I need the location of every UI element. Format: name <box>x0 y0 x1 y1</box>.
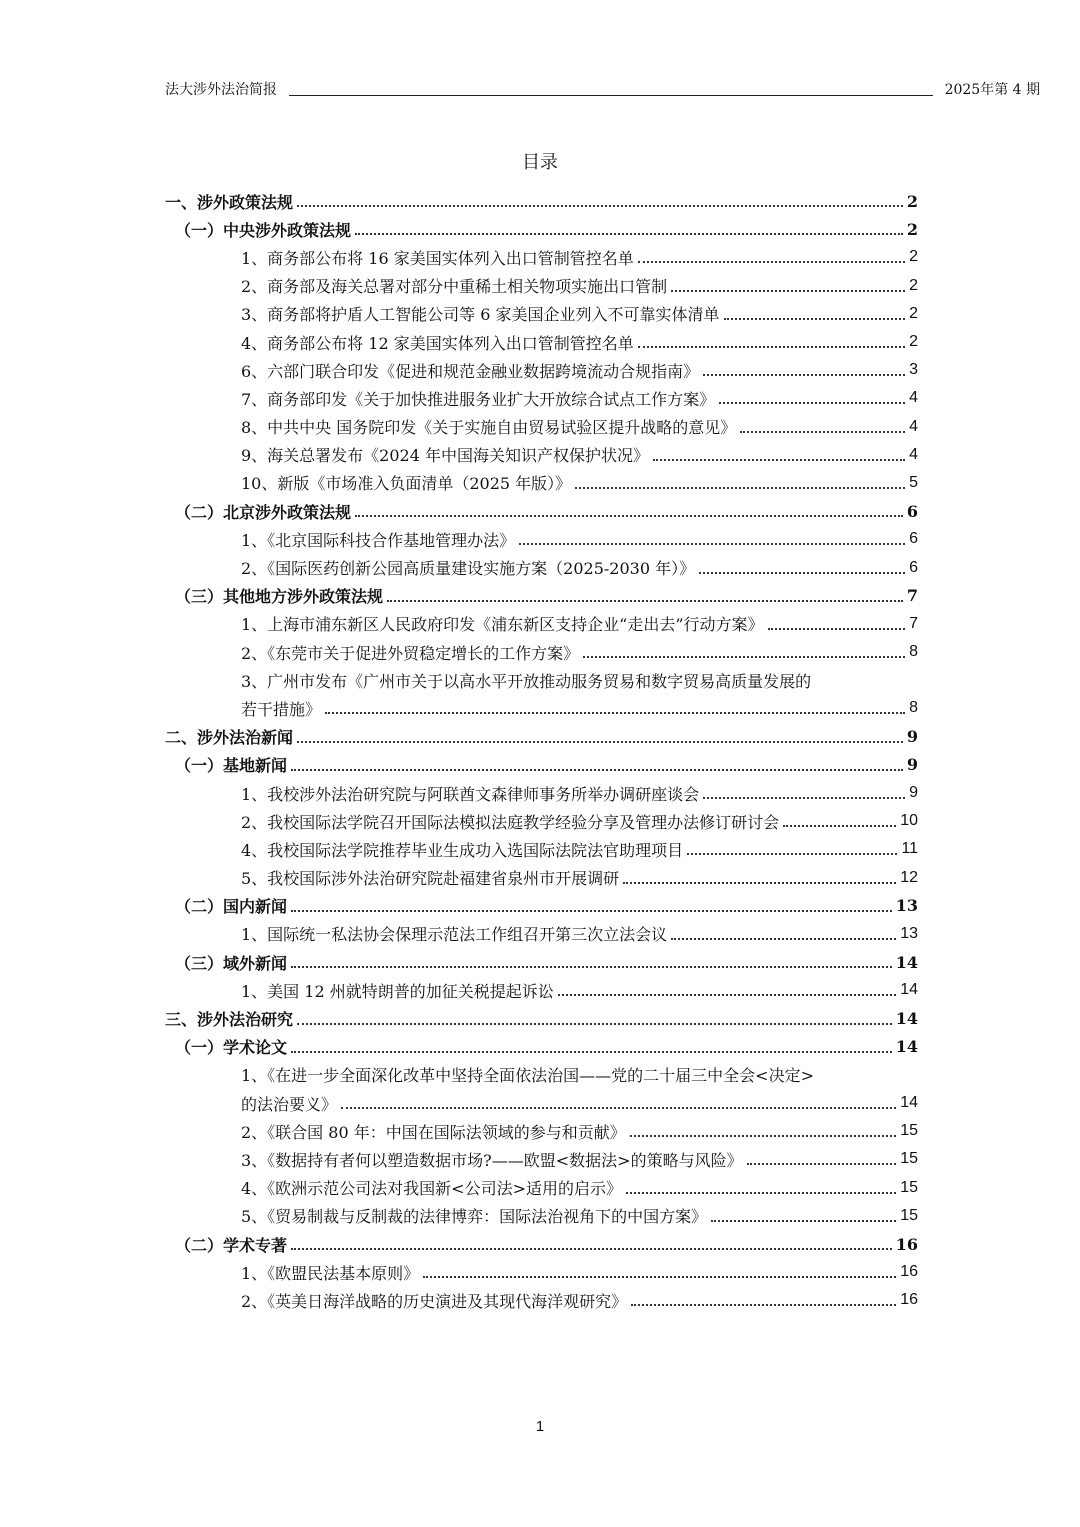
dot-leader <box>291 966 892 968</box>
toc-entry-text: （三）其他地方涉外政策法规 <box>175 587 384 607</box>
dot-leader <box>630 1135 896 1137</box>
toc-entry-page: 14 <box>895 952 918 972</box>
dot-leader <box>687 853 897 855</box>
toc-subsection[interactable] <box>165 948 918 976</box>
dot-leader <box>740 431 905 433</box>
toc-entry-text: （三）域外新闻 <box>175 953 288 973</box>
toc-entry[interactable] <box>165 553 918 581</box>
toc-entry[interactable] <box>165 356 918 384</box>
page-number: 1 <box>535 1418 545 1435</box>
toc-entry-text: 2、商务部及海关总署对部分中重稀土相关物项实施出口管制 <box>241 277 668 297</box>
dot-leader <box>575 487 905 489</box>
toc-subsection[interactable] <box>165 751 918 779</box>
toc-entry-text: （二）北京涉外政策法规 <box>175 502 352 522</box>
toc-entry[interactable] <box>165 525 918 553</box>
dot-leader <box>291 910 892 912</box>
toc-entry-text: 4、商务部公布将 12 家美国实体列入出口管制管控名单 <box>241 333 634 353</box>
toc-entry[interactable] <box>165 1258 918 1286</box>
toc-subsection[interactable] <box>165 892 918 920</box>
toc-entry-page: 2 <box>909 276 918 294</box>
toc-entry-page: 5 <box>909 473 918 491</box>
toc-entry-page: 6 <box>906 501 918 521</box>
toc-entry-page: 14 <box>900 981 918 999</box>
toc-entry-text: 1、上海市浦东新区人民政府印发《浦东新区支持企业“走出去”行动方案》 <box>241 615 764 635</box>
toc-entry-text: 9、海关总署发布《2024 年中国海关知识产权保护状况》 <box>241 446 649 466</box>
toc-entry-text: 1、我校涉外法治研究院与阿联酋文森律师事务所举办调研座谈会 <box>241 784 700 804</box>
toc-entry-text: 3、商务部将护盾人工智能公司等 6 家美国企业列入不可靠实体清单 <box>241 305 720 325</box>
header-rule <box>289 95 933 96</box>
toc-entry[interactable] <box>165 638 918 666</box>
toc-entry-text: 二、涉外法治新闻 <box>165 728 294 748</box>
toc-entry[interactable] <box>165 441 918 469</box>
toc-entry-text: 3、《数据持有者何以塑造数据市场?——欧盟<数据法>的策略与风险》 <box>241 1150 743 1170</box>
toc-title: 目录 <box>522 152 558 173</box>
dot-leader <box>355 233 903 235</box>
toc-entry-page: 14 <box>900 1094 918 1112</box>
dot-leader <box>291 1051 892 1053</box>
toc-entry[interactable] <box>165 300 918 328</box>
toc-entry-page: 13 <box>900 924 918 942</box>
toc-subsection[interactable] <box>165 215 918 243</box>
toc-entry[interactable] <box>165 920 918 948</box>
toc-entry-text-continued: 的法治要义》 <box>241 1094 338 1114</box>
toc-entry-page: 9 <box>906 727 918 747</box>
toc-entry-text: 2、《国际医药创新公园高质量建设实施方案（2025-2030 年）》 <box>241 559 696 579</box>
toc-entry-text: 1、商务部公布将 16 家美国实体列入出口管制管控名单 <box>241 248 634 268</box>
toc-entry-text: （二）学术专著 <box>175 1235 288 1255</box>
toc-entry[interactable] <box>165 243 918 271</box>
dot-leader <box>703 374 905 376</box>
toc-entry[interactable] <box>165 1061 918 1089</box>
toc-entry-text: 1、国际统一私法协会保理示范法工作组召开第三次立法会议 <box>241 925 668 945</box>
toc-entry-page: 2 <box>906 191 918 211</box>
toc-entry-page: 15 <box>900 1178 918 1196</box>
dot-leader <box>355 515 903 517</box>
toc-entry-text: 一、涉外政策法规 <box>165 192 294 212</box>
dot-leader <box>387 600 903 602</box>
header-title: 法大涉外法治简报 <box>165 82 277 98</box>
toc-subsection[interactable] <box>165 497 918 525</box>
toc-entry-page: 14 <box>895 1009 918 1029</box>
toc-entry[interactable] <box>165 610 918 638</box>
toc-subsection[interactable] <box>165 582 918 610</box>
toc-entry[interactable] <box>165 666 918 694</box>
dot-leader <box>297 1023 892 1025</box>
dot-leader <box>626 1192 896 1194</box>
toc-entry-text-continued: 若干措施》 <box>241 699 322 719</box>
toc-entry-text: 1、《在进一步全面深化改革中坚持全面依法治国——党的二十届三中全会<决定> <box>241 1066 814 1086</box>
dot-leader <box>423 1276 896 1278</box>
dot-leader <box>325 712 905 714</box>
toc-entry-text: 5、我校国际涉外法治研究院赴福建省泉州市开展调研 <box>241 869 620 889</box>
toc-entry-text: （一）基地新闻 <box>175 756 288 776</box>
toc-entry-page: 16 <box>900 1291 918 1309</box>
toc-entry-page: 9 <box>909 784 918 802</box>
toc-entry[interactable] <box>165 864 918 892</box>
toc-entry-page: 16 <box>895 1234 918 1254</box>
dot-leader <box>768 628 906 630</box>
toc-entry-text: 1、《北京国际科技合作基地管理办法》 <box>241 530 516 550</box>
toc-entry[interactable] <box>165 328 918 356</box>
toc-entry-text: 4、《欧洲示范公司法对我国新<公司法>适用的启示》 <box>241 1179 622 1199</box>
toc-entry-page: 2 <box>909 304 918 322</box>
dot-leader <box>699 572 905 574</box>
toc-entry[interactable] <box>165 272 918 300</box>
toc-section[interactable] <box>165 187 918 215</box>
dot-leader <box>719 402 905 404</box>
dot-leader <box>558 994 896 996</box>
dot-leader <box>724 318 906 320</box>
toc-subsection[interactable] <box>165 1033 918 1061</box>
dot-leader <box>671 938 896 940</box>
dot-leader <box>519 543 905 545</box>
toc-entry-text: 2、《东莞市关于促进外贸稳定增长的工作方案》 <box>241 643 580 663</box>
dot-leader <box>783 825 896 827</box>
toc-entry-page: 3 <box>909 361 918 379</box>
dot-leader <box>671 290 905 292</box>
toc-entry-page: 15 <box>900 1206 918 1224</box>
header-issue: 2025年第 4 期 <box>944 82 1040 98</box>
toc-entry-text: 3、广州市发布《广州市关于以高水平开放推动服务贸易和数字贸易高质量发展的 <box>241 671 812 691</box>
toc-entry-text: 2、《英美日海洋战略的历史演进及其现代海洋观研究》 <box>241 1291 628 1311</box>
toc-entry-page: 10 <box>900 812 918 830</box>
toc-entry-page: 2 <box>909 248 918 266</box>
toc-entry-text: 4、我校国际法学院推荐毕业生成功入选国际法院法官助理项目 <box>241 840 684 860</box>
toc-entry-page: 8 <box>909 643 918 661</box>
toc-subsection[interactable] <box>165 1230 918 1258</box>
dot-leader <box>747 1163 897 1165</box>
toc-entry-page: 13 <box>895 896 918 916</box>
toc-entry-page: 8 <box>909 699 918 717</box>
dot-leader <box>297 741 903 743</box>
toc-entry-page: 6 <box>909 530 918 548</box>
toc-entry-text: 2、《联合国 80 年：中国在国际法领域的参与和贡献》 <box>241 1122 626 1142</box>
toc-entry-text: 三、涉外法治研究 <box>165 1010 294 1030</box>
toc-entry-page: 9 <box>906 755 918 775</box>
toc-section[interactable] <box>165 723 918 751</box>
dot-leader <box>631 1304 896 1306</box>
dot-leader <box>638 261 905 263</box>
dot-leader <box>291 1248 892 1250</box>
toc-entry-page: 7 <box>909 614 918 632</box>
toc-entry-page: 6 <box>909 558 918 576</box>
dot-leader <box>703 797 905 799</box>
dot-leader <box>711 1220 896 1222</box>
toc-entry-text: 5、《贸易制裁与反制裁的法律博弈：国际法治视角下的中国方案》 <box>241 1207 708 1227</box>
toc-entry-page: 2 <box>906 219 918 239</box>
toc-entry-page: 12 <box>900 868 918 886</box>
toc-entry[interactable] <box>165 835 918 863</box>
toc-entry[interactable] <box>165 1145 918 1173</box>
toc-entry[interactable] <box>165 1117 918 1145</box>
toc-entry-page: 4 <box>909 389 918 407</box>
table-of-contents <box>165 187 918 1315</box>
dot-leader <box>653 459 905 461</box>
toc-entry-text: （一）学术论文 <box>175 1038 288 1058</box>
toc-entry-text: 1、美国 12 州就特朗普的加征关税提起诉讼 <box>241 981 554 1001</box>
toc-entry-page: 15 <box>900 1122 918 1140</box>
toc-entry-continuation[interactable] <box>165 694 918 722</box>
toc-entry[interactable] <box>165 413 918 441</box>
toc-entry[interactable] <box>165 1202 918 1230</box>
toc-entry-text: 7、商务部印发《关于加快推进服务业扩大开放综合试点工作方案》 <box>241 389 716 409</box>
dot-leader <box>583 656 905 658</box>
toc-entry-continuation[interactable] <box>165 1089 918 1117</box>
toc-entry-text: （二）国内新闻 <box>175 897 288 917</box>
toc-entry[interactable] <box>165 779 918 807</box>
toc-section[interactable] <box>165 1004 918 1032</box>
toc-entry-page: 7 <box>906 586 918 606</box>
toc-entry-page: 4 <box>909 417 918 435</box>
toc-entry-page: 11 <box>901 840 918 858</box>
toc-entry-page: 2 <box>909 333 918 351</box>
dot-leader <box>623 882 896 884</box>
toc-entry[interactable] <box>165 1174 918 1202</box>
dot-leader <box>638 346 905 348</box>
page-header <box>165 77 1040 99</box>
toc-entry-page: 15 <box>900 1150 918 1168</box>
toc-entry-text: （一）中央涉外政策法规 <box>175 220 352 240</box>
toc-entry-text: 2、我校国际法学院召开国际法模拟法庭教学经验分享及管理办法修订研讨会 <box>241 812 780 832</box>
dot-leader <box>297 205 903 207</box>
toc-entry[interactable] <box>165 807 918 835</box>
toc-entry-text: 10、新版《市场准入负面清单（2025 年版）》 <box>241 474 572 494</box>
toc-entry[interactable] <box>165 1286 918 1314</box>
toc-entry-text: 8、中共中央 国务院印发《关于实施自由贸易试验区提升战略的意见》 <box>241 418 737 438</box>
toc-entry[interactable] <box>165 469 918 497</box>
toc-entry[interactable] <box>165 384 918 412</box>
toc-entry-text: 6、六部门联合印发《促进和规范金融业数据跨境流动合规指南》 <box>241 361 700 381</box>
toc-entry-page: 16 <box>900 1263 918 1281</box>
toc-entry-page: 4 <box>909 445 918 463</box>
dot-leader <box>291 769 903 771</box>
dot-leader <box>341 1107 896 1109</box>
toc-entry[interactable] <box>165 976 918 1004</box>
toc-entry-page: 14 <box>895 1037 918 1057</box>
toc-entry-text: 1、《欧盟民法基本原则》 <box>241 1263 420 1283</box>
